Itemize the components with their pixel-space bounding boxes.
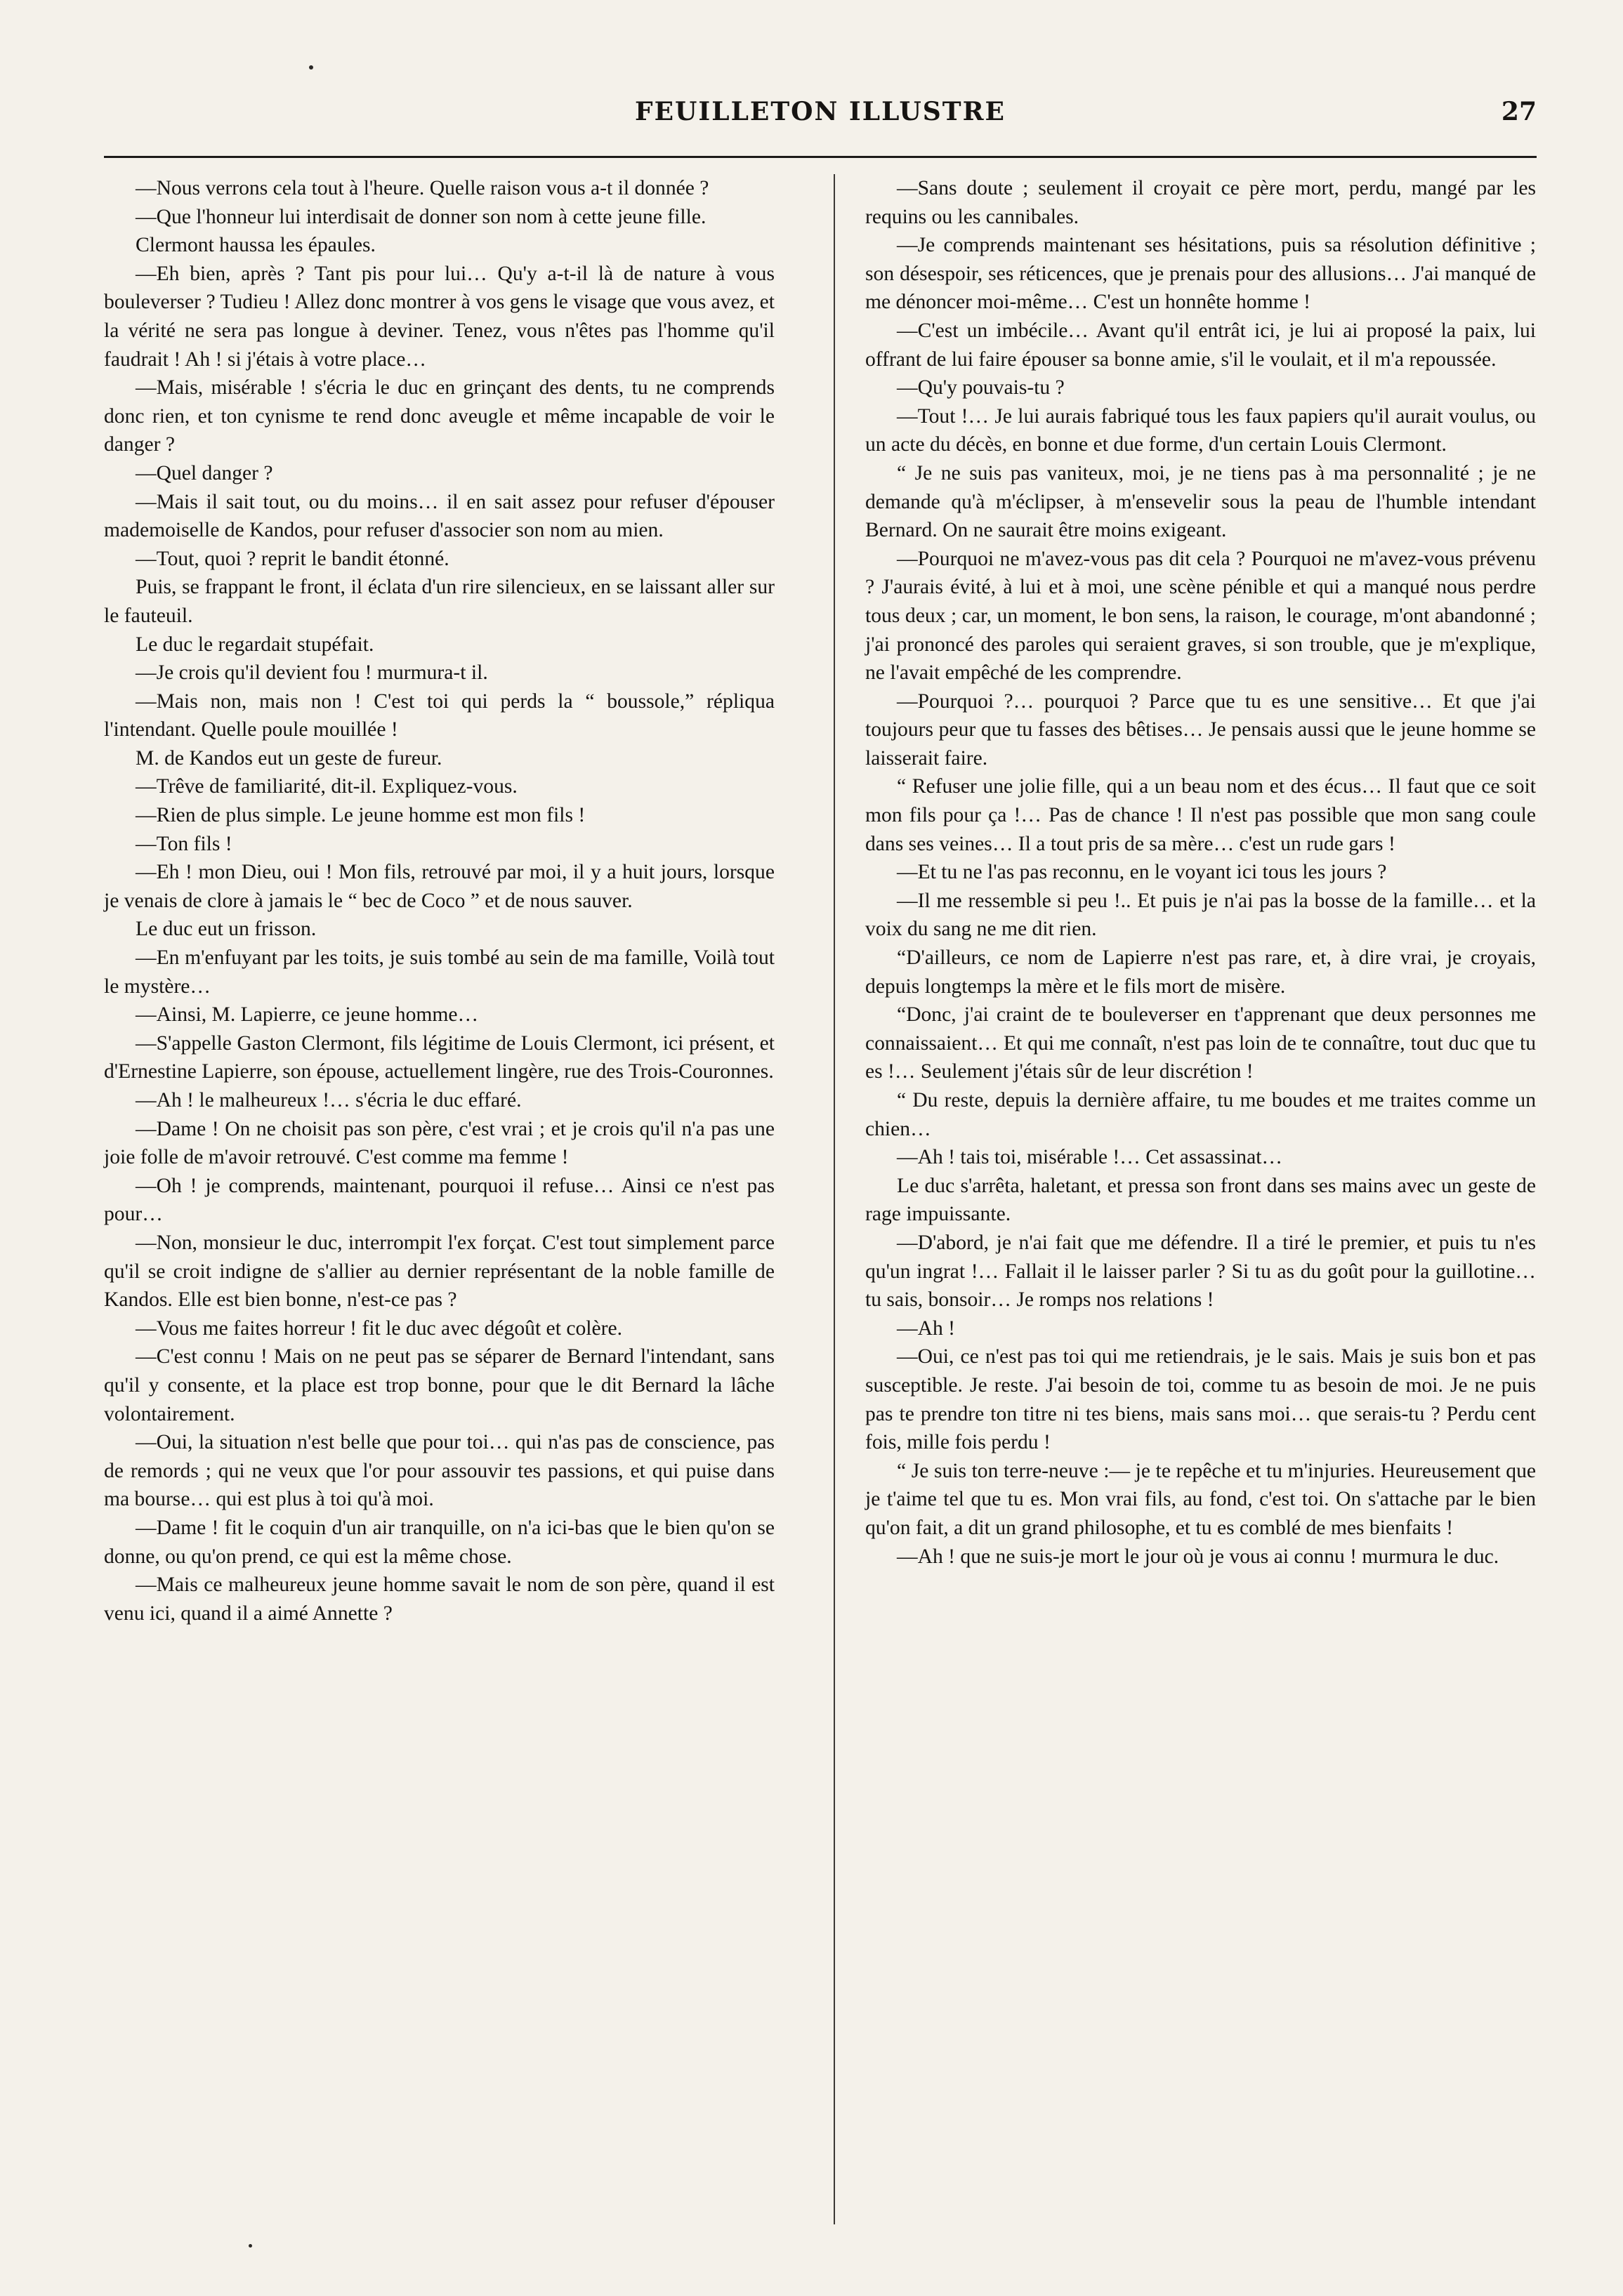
paragraph: “ Je suis ton terre-neuve :— je te repêche et tu m'injuries. Heureusement que je t'aime tel que tu es. Mon vrai fils, au fond, c'est toi. On s'attache par le bien qu'on fait, a dit un grand philosophe, et tu es comblé de mes bienfaits !: [865, 1459, 1536, 1539]
paragraph: —Dame ! fit le coquin d'un air tranquille, on n'a ici-bas que le bien qu'on se donne, ou qu'on prend, ce qui est la même chose.: [104, 1516, 775, 1568]
paragraph: —En m'enfuyant par les toits, je suis tombé au sein de ma famille, Voilà tout le mystère…: [104, 946, 775, 998]
paragraph: “ Je ne suis pas vaniteux, moi, je ne tiens pas à ma personnalité ; je ne demande qu'à m'éclipser, à m'ensevelir sous la peau de l'humble intendant Bernard. On ne saurait être moins exigeant.: [865, 461, 1536, 542]
paragraph: —Il me ressemble si peu !.. Et puis je n'ai pas la bosse de la famille… et la voix du sang ne me dit rien.: [865, 889, 1536, 941]
paragraph: Le duc le regardait stupéfait.: [136, 633, 374, 656]
paragraph: “ Du reste, depuis la dernière affaire, tu me boudes et me traites comme un chien…: [865, 1089, 1536, 1140]
paragraph: Le duc eut un frisson.: [136, 918, 317, 941]
paragraph: —Eh ! mon Dieu, oui ! Mon fils, retrouvé par moi, il y a huit jours, lorsque je venais de clore à jamais le “ bec de Coco ” et de nous sauver.: [104, 861, 775, 912]
left-column: [104, 174, 775, 1628]
paragraph: “Donc, j'ai craint de te bouleverser en t'apprenant que deux personnes me connaissaient… Et qui me connaît, n'est pas loin de te connaître, tout duc que tu es !… Seulement j'étais sûr de leur discrétion !: [865, 1003, 1536, 1083]
print-speck: [249, 2244, 252, 2248]
paragraph: —Pourquoi ?… pourquoi ? Parce que tu es une sensitive… Et que j'ai toujours peur que tu fasses des bêtises… Je pensais aussi que le jeune homme se laisserait faire.: [865, 690, 1536, 770]
paragraph: —Tout, quoi ? reprit le bandit étonné.: [136, 547, 449, 570]
paragraph: “ Refuser une jolie fille, qui a un beau nom et des écus… Il faut que ce soit mon fils pour ça !… Pas de chance ! Il n'est pas possible que mon sang coule dans ses veines… Il a tout pris de sa mère… c'est un rude gars !: [865, 775, 1536, 855]
paragraph: —Tout !… Je lui aurais fabriqué tous les faux papiers qu'il aurait voulus, ou un acte du décès, en bonne et due forme, d'un certain Louis Clermont.: [865, 404, 1536, 456]
paragraph: —Mais il sait tout, ou du moins… il en sait assez pour refuser d'épouser mademoiselle de Kandos, pour refuser d'associer son nom au mien.: [104, 490, 775, 542]
paragraph: —Dame ! On ne choisit pas son père, c'est vrai ; et je crois qu'il n'a pas une joie folle de m'avoir retrouvé. C'est comme ma femme !: [104, 1117, 775, 1169]
right-column: [865, 174, 1536, 1571]
paragraph: —Oui, la situation n'est belle que pour toi… qui n'as pas de conscience, pas de remords ; qui ne veux que l'or pour assouvir tes passions, et qui puise dans ma bourse… qui est plus à toi qu'à moi.: [104, 1431, 775, 1511]
print-speck: [309, 65, 313, 70]
paragraph: “D'ailleurs, ce nom de Lapierre n'est pas rare, et, à dire vrai, je croyais, depuis longtemps la mère et le fils mort de misère.: [865, 946, 1536, 998]
paragraph: —Ah !: [897, 1317, 956, 1340]
paragraph: —Nous verrons cela tout à l'heure. Quelle raison vous a-t il donnée ?: [136, 177, 709, 199]
paragraph: —Non, monsieur le duc, interrompit l'ex forçat. C'est tout simplement parce qu'il se croit indigne de s'allier au dernier représentant de la noble famille de Kandos. Elle est bien bonne, n'est-ce pas ?: [104, 1231, 775, 1312]
paragraph: —Que l'honneur lui interdisait de donner son nom à cette jeune fille.: [136, 205, 707, 228]
paragraph: —Ah ! tais toi, misérable !… Cet assassinat…: [897, 1146, 1283, 1169]
paragraph: —D'abord, je n'ai fait que me défendre. Il a tiré le premier, et puis tu n'es qu'un ingrat !… Fallait il le laisser parler ? Si tu as du goût pour la guillotine… tu sais, bonsoir… Je romps nos relations !: [865, 1231, 1536, 1312]
paragraph: —Mais ce malheureux jeune homme savait le nom de son père, quand il est venu ici, quand il a aimé Annette ?: [104, 1573, 775, 1625]
running-header: [104, 91, 1537, 133]
paragraph: —Et tu ne l'as pas reconnu, en le voyant ici tous les jours ?: [897, 861, 1387, 884]
paragraph: —Mais, misérable ! s'écria le duc en grinçant des dents, tu ne comprends donc rien, et ton cynisme te rend donc aveugle et même incapable de voir le danger ?: [104, 376, 775, 456]
paragraph: —Vous me faites horreur ! fit le duc avec dégoût et colère.: [136, 1317, 622, 1340]
paragraph: M. de Kandos eut un geste de fureur.: [136, 746, 442, 770]
column-divider: [834, 174, 835, 2224]
paragraph: —Je crois qu'il devient fou ! murmura-t il.: [136, 661, 488, 685]
paragraph: —Mais non, mais non ! C'est toi qui perds la “ boussole,” répliqua l'intendant. Quelle poule mouillée !: [104, 690, 775, 741]
paragraph: —Quel danger ?: [136, 461, 273, 484]
paragraph: —Ah ! le malheureux !… s'écria le duc effaré.: [136, 1089, 522, 1111]
journal-title: FEUILLETON ILLUSTRE: [635, 97, 1006, 126]
paragraph: —Qu'y pouvais-tu ?: [897, 376, 1065, 400]
paragraph: —Sans doute ; seulement il croyait ce père mort, perdu, mangé par les requins ou les cannibales.: [865, 177, 1536, 228]
paragraph: —Ton fils !: [136, 832, 232, 855]
paragraph: —Ah ! que ne suis-je mort le jour où je vous ai connu ! murmura le duc.: [897, 1545, 1499, 1568]
paragraph: Clermont haussa les épaules.: [136, 234, 376, 257]
paragraph: —S'appelle Gaston Clermont, fils légitime de Louis Clermont, ici présent, et d'Ernestine Lapierre, son épouse, actuellement lingère, rue des Trois-Couronnes.: [104, 1031, 775, 1083]
page-number: 27: [1501, 97, 1537, 126]
paragraph: —C'est un imbécile… Avant qu'il entrât ici, je lui ai proposé la paix, lui offrant de lui faire épouser sa bonne amie, s'il le voulait, et il m'a repoussée.: [865, 319, 1536, 371]
paragraph: Puis, se frappant le front, il éclata d'un rire silencieux, en se laissant aller sur le fauteuil.: [104, 576, 775, 627]
paragraph: Le duc s'arrêta, haletant, et pressa son front dans ses mains avec un geste de rage impuissante.: [865, 1174, 1536, 1226]
paragraph: —Rien de plus simple. Le jeune homme est mon fils !: [136, 804, 586, 827]
header-rule: [104, 156, 1537, 158]
paragraph: —Eh bien, après ? Tant pis pour lui… Qu'y a-t-il là de nature à vous bouleverser ? Tudieu ! Allez donc montrer à vos gens le visage que vous avez, et la vérité ne sera pas longue à deviner. Tenez, vous n'êtes pas l'homme qu'il faudrait ! Ah ! si j'étais à votre place…: [104, 262, 775, 371]
paragraph: —Trêve de familiarité, dit-il. Expliquez-vous.: [136, 775, 518, 798]
paragraph: —Ainsi, M. Lapierre, ce jeune homme…: [136, 1003, 479, 1027]
paragraph: —Oh ! je comprends, maintenant, pourquoi il refuse… Ainsi ce n'est pas pour…: [104, 1174, 775, 1226]
paragraph: —Pourquoi ne m'avez-vous pas dit cela ? Pourquoi ne m'avez-vous prévenu ? J'aurais évité, à lui et à moi, une scène pénible et qui a manqué nous perdre tous deux ; car, un moment, le bon sens, la raison, le courage, m'ont abandonné ; j'ai prononcé des paroles qui seraient graves, si son trouble, que je m'explique, ne l'avait empêché de les comprendre.: [865, 547, 1536, 685]
paragraph: —C'est connu ! Mais on ne peut pas se séparer de Bernard l'intendant, sans qu'il y consente, et la place est trop bonne, pour que le dit Bernard la lâche volontairement.: [104, 1345, 775, 1425]
paragraph: —Je comprends maintenant ses hésitations, puis sa résolution définitive ; son désespoir, ses réticences, que je prenais pour des allusions… J'ai manqué de me dénoncer moi-même… C'est un honnête homme !: [865, 234, 1536, 314]
paragraph: —Oui, ce n'est pas toi qui me retiendrais, je le sais. Mais je suis bon et pas susceptible. Je reste. J'ai besoin de toi, comme tu as besoin de moi. Je ne puis pas te prendre ton titre ni tes biens, mais sans moi… que serais-tu ? Perdu cent fois, mille fois perdu !: [865, 1345, 1536, 1454]
